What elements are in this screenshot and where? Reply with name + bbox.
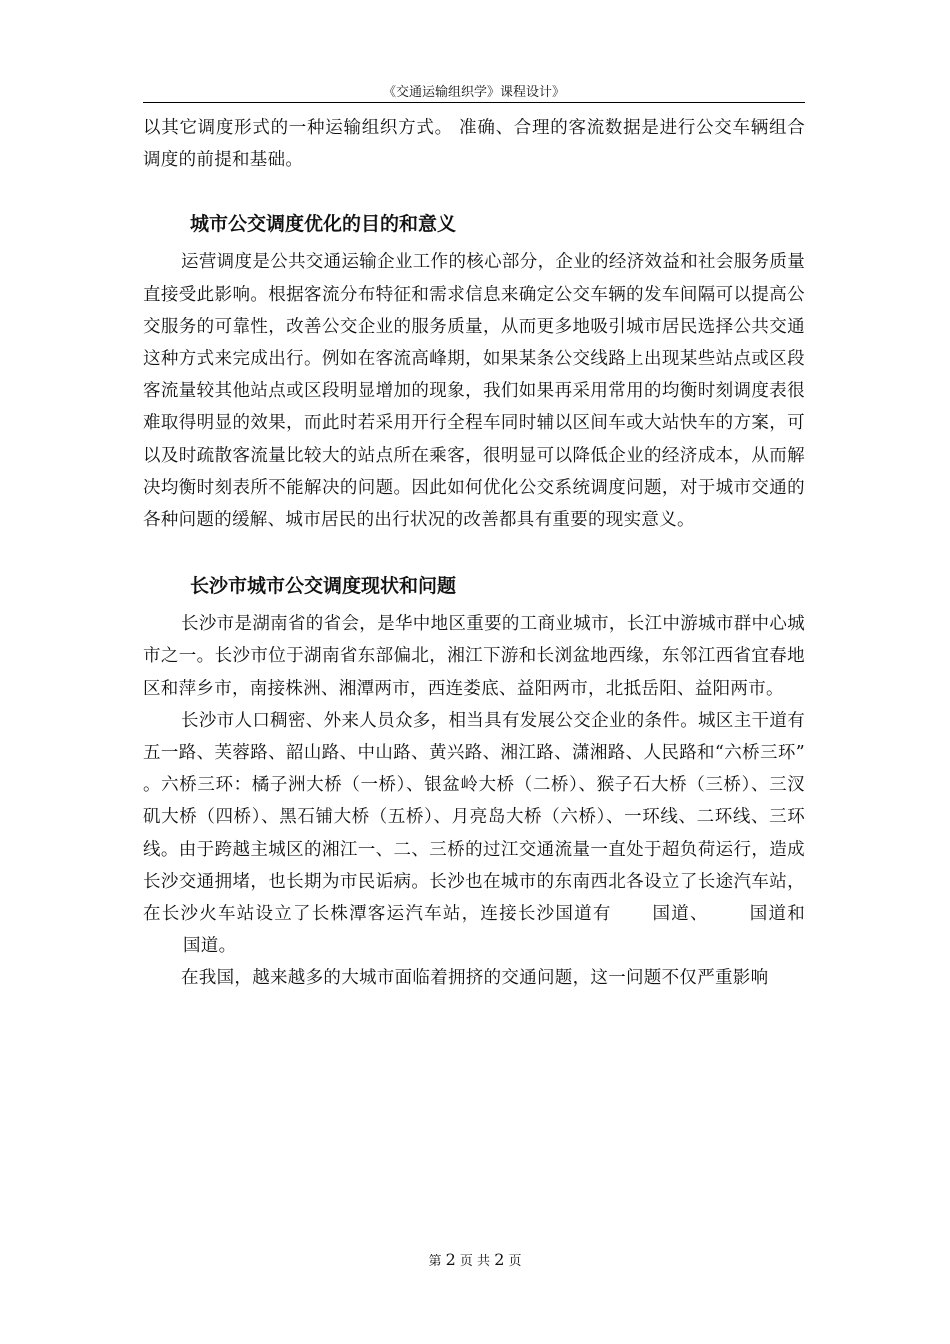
page-header: [143, 84, 805, 103]
footer-page-number: 2: [445, 1250, 456, 1269]
footer-suffix: 页: [508, 1254, 522, 1269]
paragraph-text-highway-2: 国道和: [748, 904, 806, 925]
section-heading-purpose: 城市公交调度优化的目的和意义: [190, 213, 457, 236]
paragraph-text-highway-1: 国道、: [651, 904, 709, 925]
paragraph-purpose: 运营调度是公共交通运输企业工作的核心部分，企业的经济效益和社会服务质量直接受此影响。根据客流分布特征和需求信息来确定公交车辆的发车间隔可以提高公交服务的可靠性，改善公交企业的服务质量，从而更多地吸引城市居民选择公共交通这种方式来完成出行。例如在客流高峰期，如果某条公交线路上出现某些站点或区段客流量较其他站点或区段明显增加的现象，我们如果再采用常用的均衡时刻调度表很难取得明显的效果，而此时若采用开行全程车同时辅以区间车或大站快车的方案，可以及时疏散客流量比较大的站点所在乘客，很明显可以降低企业的经济成本，从而解决均衡时刻表所不能解决的问题。因此如何优化公交系统调度问题，对于城市交通的各种问题的缓解、城市居民的出行状况的改善都具有重要的现实意义。: [143, 252, 805, 531]
paragraph-text: 长沙市人口稠密、外来人员众多，相当具有发展公交企业的条件。城区主干道有五一路、芙蓉路、韶山路、中山路、黄兴路、湘江路、潇湘路、人民路和“六桥三环” 。六桥三环：橘子洲大桥（一桥）、银盆岭大桥（二桥）、猴子石大桥（三桥）、三汊矶大桥（四桥）、黑石铺大桥（五桥）、月亮岛大桥（六桥）、一环线、二环线、三环线。由于跨越主城区的湘江一、二、三桥的过江交通流量一直处于超负荷运行，造成长沙交通拥堵，也长期为市民诟病。长沙也在城市的东南西北各设立了长途汽车站，在长沙火车站设立了长株潭客运汽车站，连接长沙国道有: [143, 710, 805, 925]
footer-total-pages: 2: [494, 1250, 505, 1269]
paragraph-changsha-location: 长沙市是湖南省的省会，是华中地区重要的工商业城市，长江中游城市群中心城市之一。长沙市位于湖南省东部偏北，湘江下游和长浏盆地西缘，东邻江西省宜春地区和萍乡市，南接株洲、湘潭两市，西连娄底、益阳两市，北抵岳阳、益阳两市。: [143, 614, 805, 699]
paragraph-text-highway-3: 国道。: [183, 936, 237, 957]
page-footer: [0, 1250, 950, 1272]
footer-prefix: 第: [428, 1254, 442, 1269]
document-body: [143, 112, 805, 995]
header-title: 《交通运输组织学》课程设计》: [382, 85, 565, 100]
footer-middle: 页 共: [459, 1254, 491, 1269]
section-heading-changsha: 长沙市城市公交调度现状和问题: [190, 575, 457, 598]
paragraph-congestion: 在我国，越来越多的大城市面临着拥挤的交通问题，这一问题不仅严重影响: [181, 968, 769, 989]
paragraph-changsha-traffic: [143, 705, 805, 963]
paragraph-continuation: 以其它调度形式的一种运输组织方式。 准确、合理的客流数据是进行公交车辆组合调度的前提和基础。: [143, 118, 805, 171]
